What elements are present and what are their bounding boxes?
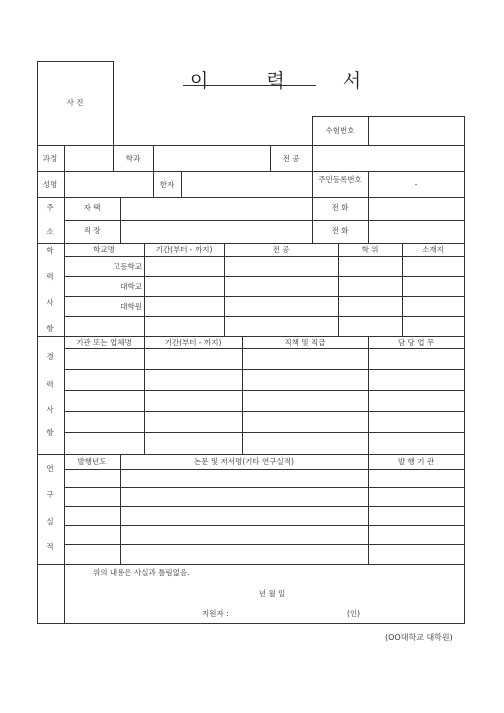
research-header-year: 발행년도 <box>77 457 107 466</box>
footer-applicant: 지원자 : <box>202 609 229 618</box>
course-field[interactable] <box>65 146 112 170</box>
footer-statement: 위의 내용은 사실과 틀림없음. <box>93 568 190 577</box>
footer-date[interactable]: 년 월 일 <box>258 589 286 598</box>
major-field[interactable] <box>313 146 464 170</box>
office-address-field[interactable] <box>121 221 311 242</box>
research-side-3: 실 <box>46 517 54 526</box>
home-phone-field[interactable] <box>369 198 464 219</box>
dept-label: 학과 <box>125 154 141 163</box>
home-label: 자 택 <box>83 203 101 212</box>
photo-label: 사 진 <box>66 98 84 107</box>
career-header-duties: 담 당 업 무 <box>397 338 435 347</box>
research-side-1: 연 <box>46 464 54 473</box>
edu-header-period: 기간(부터 - 까지) <box>155 245 213 254</box>
edu-row-university: 대학교 <box>120 282 142 291</box>
name-field[interactable] <box>65 172 152 196</box>
research-header-publisher: 발 행 기 관 <box>397 457 435 466</box>
footer-institution: (OO대학교 대학원) <box>385 633 453 642</box>
home-address-field[interactable] <box>121 198 311 219</box>
rrn-value[interactable]: - <box>414 180 418 189</box>
dept-field[interactable] <box>154 146 269 170</box>
edu-side-1: 학 <box>46 246 54 255</box>
form-title: 이 력 서 <box>190 70 388 92</box>
footer-seal: (인) <box>347 609 361 618</box>
major-label: 전 공 <box>282 154 300 163</box>
office-phone-label: 전 화 <box>331 226 349 235</box>
course-label: 과정 <box>42 154 58 163</box>
rrn-label: 주민등록번호 <box>318 175 362 184</box>
edu-header-location: 소재지 <box>422 245 444 254</box>
career-side-4: 항 <box>46 428 54 437</box>
title-underline <box>183 85 316 86</box>
address-side-1: 주 <box>46 203 54 212</box>
exam-number-field[interactable] <box>369 117 464 145</box>
exam-number-label: 수험번호 <box>325 126 355 135</box>
office-label: 직 장 <box>83 226 101 235</box>
career-header-period: 기간(부터 - 까지) <box>164 338 222 347</box>
edu-header-major: 전 공 <box>272 245 290 254</box>
research-side-4: 적 <box>46 542 54 551</box>
applicant-signature-field[interactable] <box>240 606 340 620</box>
edu-side-3: 사 <box>46 298 54 307</box>
research-side-2: 구 <box>46 490 54 499</box>
career-side-3: 사 <box>46 405 54 414</box>
edu-side-2: 력 <box>46 272 54 281</box>
office-phone-field[interactable] <box>369 221 464 242</box>
home-phone-label: 전 화 <box>331 203 349 212</box>
edu-header-degree: 학 위 <box>361 245 379 254</box>
address-side-2: 소 <box>46 227 54 236</box>
edu-row-graduate: 대학원 <box>120 302 142 311</box>
edu-row-highschool: 고등학교 <box>113 262 142 271</box>
edu-header-school: 학교명 <box>93 245 115 254</box>
career-side-2: 력 <box>46 380 54 389</box>
research-header-title: 논문 및 저서명(기타 연구실적) <box>194 457 294 466</box>
career-header-position: 직책 및 직급 <box>284 338 326 347</box>
hanja-label: 한자 <box>159 180 175 189</box>
career-header-org: 기관 또는 업체명 <box>76 338 132 347</box>
edu-side-4: 항 <box>46 324 54 333</box>
hanja-field[interactable] <box>182 172 311 196</box>
career-side-1: 경 <box>46 352 54 361</box>
name-label: 성명 <box>42 180 58 189</box>
